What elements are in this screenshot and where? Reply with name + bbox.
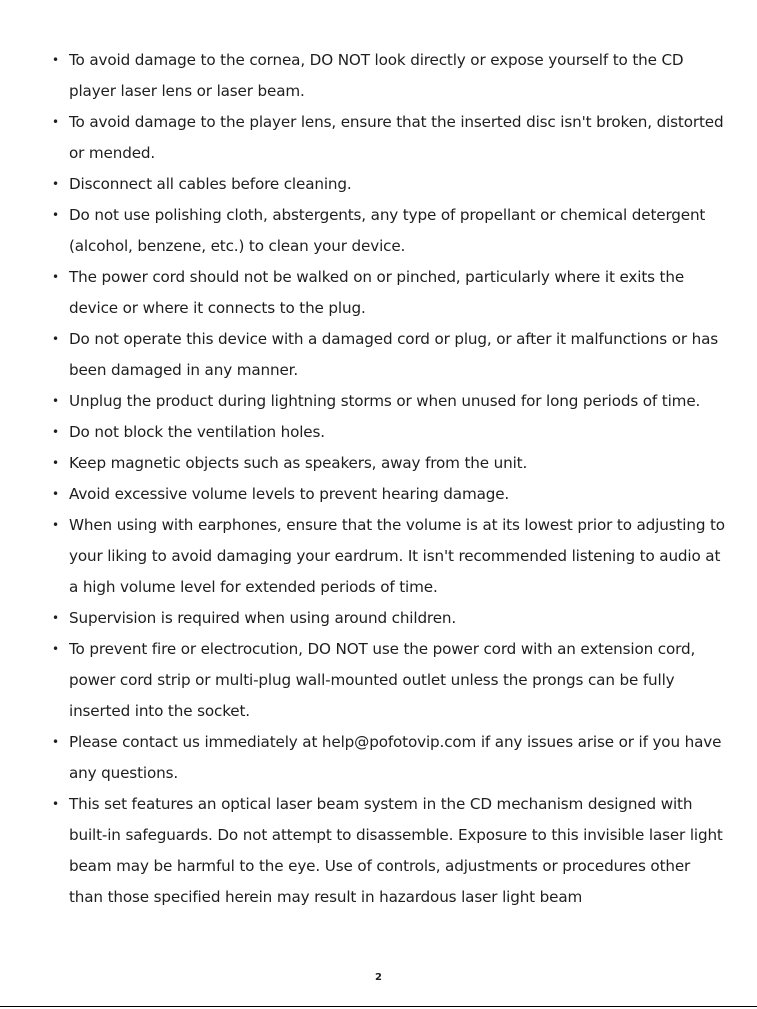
list-item-text: Avoid excessive volume levels to prevent hearing damage. [69,485,510,503]
list-item [0,200,757,262]
list-item [0,510,757,603]
bullet-icon: • [52,735,59,749]
list-item [0,479,757,510]
list-item-text: This set features an optical laser beam system in the CD mechanism designed with built-in safeguards. Do not attempt to disassemble. Exposure to this invisible laser light beam may be harmful to the eye. Use of controls, adjustments or procedures other than those specified herein may result in hazardous laser light beam [69,795,723,906]
list-item [0,603,757,634]
bullet-icon: • [52,518,59,532]
safety-instructions-list [0,45,757,913]
bullet-icon: • [52,177,59,191]
bullet-icon: • [52,611,59,625]
bullet-icon: • [52,487,59,501]
list-item-text: Do not operate this device with a damaged cord or plug, or after it malfunctions or has been damaged in any manner. [69,330,719,379]
bullet-icon: • [52,270,59,284]
list-item [0,324,757,386]
list-item-text: To prevent fire or electrocution, DO NOT use the power cord with an extension cord, power cord strip or multi-plug wall-mounted outlet unless the prongs can be fully inserted into the socket. [69,640,696,720]
list-item-text: The power cord should not be walked on or pinched, particularly where it exits the device or where it connects to the plug. [69,268,685,317]
list-item-text: To avoid damage to the player lens, ensure that the inserted disc isn't broken, distorted or mended. [69,113,724,162]
bullet-icon: • [52,208,59,222]
bullet-icon: • [52,332,59,346]
bullet-icon: • [52,425,59,439]
list-item [0,169,757,200]
list-item-text: Unplug the product during lightning storms or when unused for long periods of time. [69,392,701,410]
list-item-text: Please contact us immediately at help@pofotovip.com if any issues arise or if you have any questions. [69,733,722,782]
list-item [0,417,757,448]
list-item-text: When using with earphones, ensure that the volume is at its lowest prior to adjusting to your liking to avoid damaging your eardrum. It isn't recommended listening to audio at a high volume level for extended periods of time. [69,516,725,596]
list-item [0,727,757,789]
list-item-text: To avoid damage to the cornea, DO NOT look directly or expose yourself to the CD player laser lens or laser beam. [69,51,684,100]
list-item [0,448,757,479]
bullet-icon: • [52,797,59,811]
list-item [0,45,757,107]
list-item [0,386,757,417]
bullet-icon: • [52,394,59,408]
list-item-text: Do not use polishing cloth, abstergents, any type of propellant or chemical detergent (alcohol, benzene, etc.) to clean your device. [69,206,706,255]
page-number: 2 [375,972,382,983]
list-item-text: Disconnect all cables before cleaning. [69,175,352,193]
list-item [0,634,757,727]
list-item-text: Supervision is required when using around children. [69,609,457,627]
bullet-icon: • [52,456,59,470]
bullet-icon: • [52,642,59,656]
bullet-icon: • [52,53,59,67]
list-item [0,789,757,913]
bottom-divider [0,1006,757,1007]
list-item-text: Keep magnetic objects such as speakers, away from the unit. [69,454,528,472]
list-item [0,262,757,324]
bullet-icon: • [52,115,59,129]
list-item [0,107,757,169]
list-item-text: Do not block the ventilation holes. [69,423,325,441]
